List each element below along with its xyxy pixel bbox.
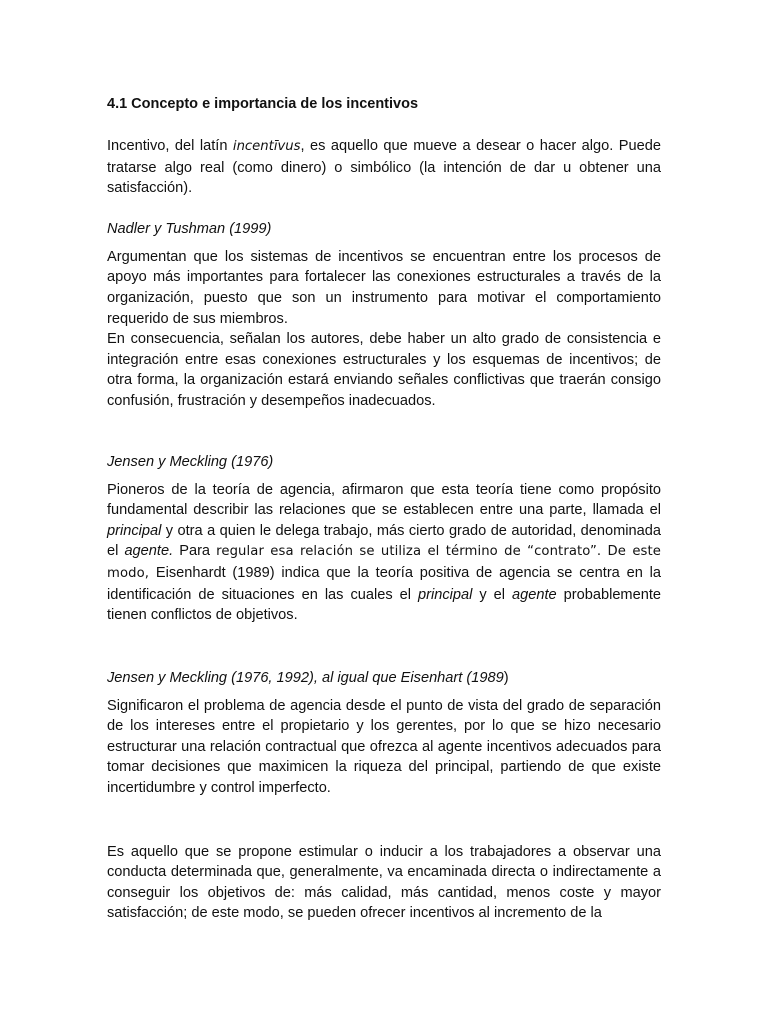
author-nadler-tushman: Nadler y Tushman (1999) bbox=[107, 220, 272, 237]
jensen-text-3: Para bbox=[173, 543, 217, 560]
author-jensen-meckling: Jensen y Meckling (1976) bbox=[107, 453, 274, 470]
agency-paragraph: Significaron el problema de agencia desde el punto de vista del grado de separación de los intereses entre el propietario y los gerentes, por lo que se hizo necesario estructurar una relación contractual que ofrezca al agente incentivos adecuados para tomar decisiones que maximicen la riqueza del principal, partiendo de que existe incertidumbre y control imperfecto. bbox=[107, 697, 661, 797]
intro-term: incentīvus bbox=[232, 139, 301, 154]
intro-text-2: , es aquello que mueve a desear o hacer algo. Puede tratarse algo real (como dinero) o simbólico (la intención de dar u obtener una satisfacción). bbox=[107, 138, 661, 197]
jensen-contract-text: regular esa relación se utiliza el término de “contrato”. De este modo, bbox=[107, 544, 661, 581]
intro-text-1: Incentivo, del latín bbox=[107, 138, 233, 154]
author-jensen-eisenhart-text: Jensen y Meckling (1976, 1992), al igual que Eisenhart (1989 bbox=[107, 669, 504, 686]
nadler-paragraph-1: Argumentan que los sistemas de incentivos se encuentran entre los procesos de apoyo más importantes para fortalecer las conexiones estructurales a través de la organización, puesto que son un instrumento para motivar el comportamiento requerido de sus miembros. bbox=[107, 248, 661, 327]
author-jensen-eisenhart-close: ) bbox=[503, 669, 509, 686]
jensen-text-2: y otra a quien le delega trabajo, más cierto grado de autoridad, denominada el bbox=[107, 522, 661, 560]
jensen-agente-term-2: agente bbox=[512, 586, 557, 603]
jensen-text-5: y el bbox=[472, 586, 512, 603]
jensen-agente-term: agente. bbox=[124, 543, 174, 560]
jensen-principal-term-2: principal bbox=[418, 586, 473, 603]
jensen-text-1: Pioneros de la teoría de agencia, afirmaron que esta teoría tiene como propósito fundamental describir las relaciones que se establecen entre una parte, llamada el bbox=[107, 481, 661, 519]
incentive-paragraph: Es aquello que se propone estimular o inducir a los trabajadores a observar una conducta determinada que, generalmente, va encaminada directa o indirectamente a conseguir los objetivos de: más calidad, más cantidad, menos coste y mayor satisfacción; de este modo, se pueden ofrecer incentivos al incremento de la bbox=[107, 843, 661, 922]
document-page bbox=[107, 84, 661, 924]
section-heading: 4.1 Concepto e importancia de los incentivos bbox=[107, 96, 419, 112]
intro-paragraph bbox=[107, 136, 661, 199]
author-jensen-eisenhart bbox=[107, 668, 661, 688]
jensen-paragraph bbox=[107, 480, 661, 626]
nadler-paragraph-2: En consecuencia, señalan los autores, debe haber un alto grado de consistencia e integración entre esas conexiones estructurales y los esquemas de incentivos; de otra forma, la organización estará enviando señales conflictivas que traerán consigo confusión, frustración y desempeños inadecuados. bbox=[107, 331, 661, 409]
jensen-principal-term: principal bbox=[107, 522, 162, 539]
jensen-text-6: probablemente tienen conflictos de objetivos. bbox=[107, 586, 661, 624]
jensen-text-4: Eisenhardt (1989) indica que la teoría positiva de agencia se centra en la identificación de situaciones en las cuales el bbox=[107, 564, 661, 603]
